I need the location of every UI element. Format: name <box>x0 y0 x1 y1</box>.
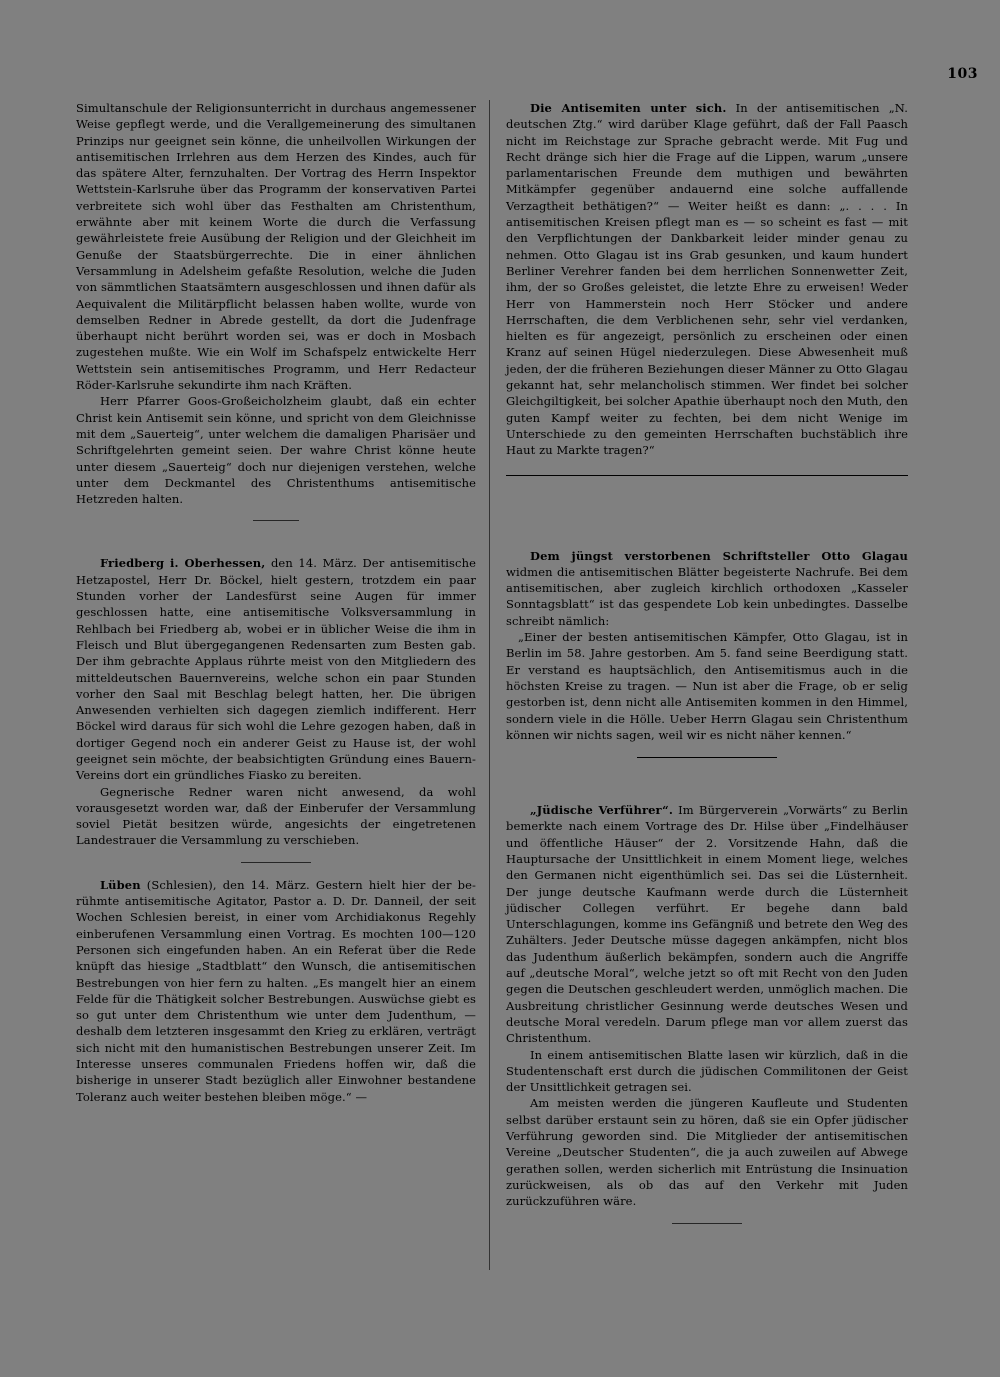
section-divider <box>241 862 311 863</box>
article-glagau <box>506 548 908 629</box>
section-divider <box>672 1223 742 1224</box>
article-text: Im Bürgerverein „Vorwärts“ zu Berlin bemerkte nach einem Vortrage des Dr. Hilse über „Findelhäuser und öffentliche Häuser“ der 2. Vorsitzende Hahn, daß die Hauptursache der Unsittlichkeit in einem Moment liege, welches den Germanen nicht eigenthümlich sei. Das sei die Lüsternheit. Der junge deutsche Kaufmann werde durch die Lüsternheit jüdischer Collegen verführt. Er begehe dann bald Unterschlagungen, komme ins Gefängniß und betrete den Weg des Zuhälters. Jeder Deutsche müsse dagegen ankämpfen, nicht blos das Judenthum äußerlich bekämpfen, sondern auch die Angriffe auf „deutsche Moral“, welche jetzt so oft mit Recht von den Juden gegen die Deutschen geschleudert werden, unmöglich machen. Die Ausbreitung christlicher Gesinnung werde deutsches Wesen und deutsche Moral veredeln. Darum pflege man vor allem zuerst das Christenthum. <box>506 803 908 1046</box>
article-paragraph: Herr Pfarrer Goos-Großeicholzheim glaubt, daß ein echter Christ kein Antisemit sein könne, und spricht von dem Gleichnisse mit dem „Sauerteig“, unter welchem die damaligen Pharisäer und Schriftgelehrten gemeint seien. Der wahre Christ könne heute unter diesem „Sauerteig“ doch nur diejenigen verstehen, welche unter dem Deckmantel des Christenthums antisemitische Hetzreden halten. <box>76 394 476 507</box>
article-text: widmen die antisemitischen Blätter begeisterte Nachrufe. Bei dem antisemitischen, aber zugleich kirchlich orthodoxen „Kasseler Sonntagsblatt“ ist das gespendete Lob kein unbedingtes. Dasselbe schreibt nämlich: <box>506 564 908 628</box>
article-paragraph: Simultanschule der Religionsunterricht in durchaus angemessener Weise gepflegt werde, und die Verallgemeinerung des simultanen Prinzips nur geeignet sein könne, die unheilvollen Wirkungen der antisemitischen Irrlehren aus dem Herzen des Kindes, auch für das spätere Alter, fernzuhalten. Der Vortrag des Herrn Inspektor Wettstein-Karlsruhe über das Programm der konservativen Partei verbreitete sich wohl über das Festhalten am Christenthum, erwähnte aber mit keinem Worte die durch die Verfassung gewährleistete freie Ausübung der Religion und der Gleichheit im Genuße der Staatsbürgerrechte. Die in einer ähnlichen Versammlung in Adelsheim gefaßte Resolution, welche die Juden von sämmtlichen Staatsämtern ausgeschlossen und ihnen dafür als Aequivalent die Militärpflicht belassen haben wollte, wurde von demselben Redner in Abrede gestellt, da dort die Judenfrage überhaupt nicht berührt worden sei, was er doch in Mosbach zugestehen mußte. Wie ein Wolf im Schafspelz entwickelte Herr Wettstein sein antisemitisches Programm, und Herr Redacteur Röder-Karlsruhe sekundirte ihm nach Kräften. <box>76 101 476 393</box>
article-headline: Dem jüngst verstorbenen Schriftsteller Otto Glagau <box>530 548 908 563</box>
right-column <box>506 100 908 1238</box>
article-text: (Schlesien), den 14. März. Gestern hielt hier der be-rühmte antisemitische Agitator, Pastor a. D. Dr. Danneil, der seit Wochen Schlesien bereist, in einer vom Archidiakonus Regehly einberufenen Versammlung einen Vortrag. Es mochten 100—120 Personen sich eingefunden haben. An ein Referat über die Rede knüpft das hiesige „Stadtblatt“ den Wunsch, die antisemitischen Bestrebungen von hier fern zu halten. „Es mangelt hier an einem Felde für die Thätigkeit solcher Bestrebungen. Auswüchse giebt es so gut unter dem Christenthum wie unter dem Judenthum, — deshalb dem letzteren insgesammt den Krieg zu erklären, verträgt sich nicht mit den humanistischen Bestrebungen unserer Zeit. Im Interesse unseres communalen Friedens hoffen wir, daß die bisherige in unserer Stadt bezüglich aller Einwohner bestandene Toleranz auch weiter bestehen bleiben möge.“ — <box>76 877 476 1104</box>
article-paragraph: In einem antisemitischen Blatte lasen wir kürzlich, daß in die Studentenschaft erst durch die jüdischen Commilitonen der Geist der Unsittlichkeit getragen sei. <box>506 1047 908 1095</box>
article-text: den 14. März. Der antisemitische Hetzapostel, Herr Dr. Böckel, hielt gestern, trotzdem ein paar Stunden vorher der Landesfürst seine Augen für immer geschlossen hatte, eine antisemitische Volksversammlung in Rehlbach bei Friedberg ab, wobei er in üblicher Weise die ihm in Fleisch und Blut übergegangenen Redensarten zum Besten gab. Der ihm gebrachte Applaus rührte meist von den Mitgliedern des mitteldeutschen Bauernvereins, welche schon ein paar Stunden vorher den Saal mit Beschlag belegt hatten, her. Die übrigen Anwesenden verhielten sich dagegen ziemlich indifferent. Herr Böckel wird daraus für sich wohl die Lehre gezogen haben, daß in dortiger Gegend noch ein anderer Geist zu Hause ist, der wohl geeignet sein möchte, der beabsichtigten Gründung eines Bauern-Vereins dort ein gründliches Fiasko zu bereiten. <box>76 556 476 783</box>
article-headline: „Jüdische Verführer“. <box>530 803 673 818</box>
section-divider <box>253 520 299 521</box>
article-headline: Lüben <box>100 877 141 892</box>
article-verfuehrer <box>506 802 908 1046</box>
article-paragraph: Am meisten werden die jüngeren Kaufleute und Studenten selbst darüber erstaunt sein zu hören, daß sie ein Opfer jüdischer Verführung geworden sind. Die Mitglieder der antisemitischen Vereine „Deutscher Studenten“, die ja auch zuweilen auf Abwege gerathen sollen, werden sicherlich mit Entrüstung die Insinuation zurückweisen, als ob das auf den Verkehr mit Juden zurückzuführen wäre. <box>506 1096 908 1209</box>
article-antisemiten <box>506 100 908 459</box>
article-friedberg <box>76 555 476 783</box>
article-text: In der antisemitischen „N. deutschen Ztg.“ wird darüber Klage geführt, daß der Fall Paasch nicht im Reichstage zur Sprache gebracht werde. Mit Fug und Recht dränge sich hier die Frage auf die Lippen, warum „unsere parlamentarischen Freunde dem muthigen und bewährten Mitkämpfer gegenüber andauernd eine solche auffallende Verzagtheit bethätigen?“ — Weiter heißt es dann: „. . . . In antisemitischen Kreisen pflegt man es — so scheint es fast — mit den Verpflichtungen der Dankbarkeit leider minder genau zu nehmen. Otto Glagau ist ins Grab gesunken, und kaum hundert Berliner Verehrer fanden bei dem herrlichen Sonnenwetter Zeit, ihm, der so Großes geleistet, die letzte Ehre zu erweisen! Weder Herr von Hammerstein noch Herr Stöcker und andere Herrschaften, die dem Verblichenen sehr, sehr viel verdanken, hielten es für angezeigt, persönlich zu erscheinen oder einen Kranz auf seinen Hügel niederzulegen. Diese Abwesenheit muß jeden, der die früheren Beziehungen dieser Männer zu Otto Glagau gekannt hat, sehr melancholisch stimmen. Wer findet bei solcher Gleichgiltigkeit, bei solcher Apathie überhaupt noch den Muth, den guten Kampf weiter zu fechten, bei dem nicht Wenige im Unterschiede zu den gemeinten Herrschaften buchstäblich ihre Haut zu Markte tragen?“ <box>506 101 908 458</box>
article-quote: „Einer der besten antisemitischen Kämpfer, Otto Glagau, ist in Berlin im 58. Jahre gestorben. Am 5. fand seine Beerdigung statt. Er verstand es hauptsächlich, den Antisemitismus auch in die höchsten Kreise zu tragen. — Nun ist aber die Frage, ob er selig gestorben ist, denn nicht alle Antisemiten kommen in den Himmel, sondern viele in die Hölle. Ueber Herrn Glagau sein Christenthum können wir nichts sagen, weil wir es nicht näher kennen.“ <box>506 630 908 742</box>
section-rule <box>506 475 908 476</box>
article-headline: Friedberg i. Oberhessen, <box>100 556 266 571</box>
article-paragraph: Gegnerische Redner waren nicht anwesend, da wohl vorausgesetzt worden war, daß der Einberufer der Versammlung soviel Pietät besitzen würde, angesichts der eingetretenen Landestrauer die Versammlung zu verschieben. <box>76 784 476 848</box>
article-headline: Die Antisemiten unter sich. <box>530 101 727 115</box>
column-rule <box>489 100 490 1270</box>
section-rule <box>637 757 777 758</box>
page-number: 103 <box>947 66 978 82</box>
article-lueben <box>76 877 476 1105</box>
left-column <box>76 100 476 1105</box>
